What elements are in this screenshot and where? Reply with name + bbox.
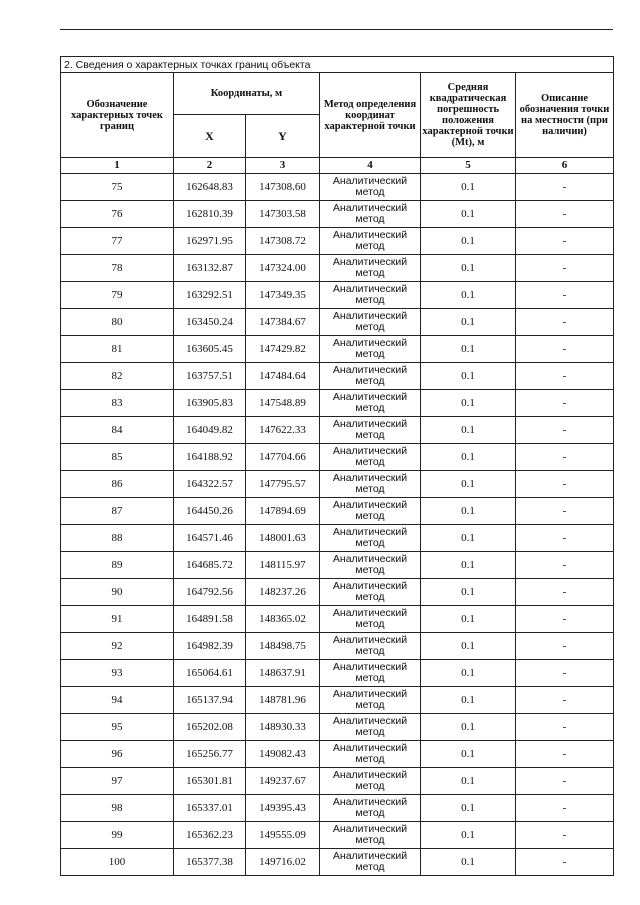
point-cell: 78 [61,255,174,282]
mean-error-cell: 0.1 [421,498,516,525]
top-rule [60,29,613,30]
column-number: 3 [246,158,320,174]
header-point-designation: Обозначение характерных точек границ [61,73,174,158]
method-cell: Аналитический метод [320,741,421,768]
point-cell: 99 [61,822,174,849]
boundary-points-table [60,56,614,876]
method-cell: Аналитический метод [320,498,421,525]
method-cell: Аналитический метод [320,552,421,579]
description-cell: - [516,579,614,606]
method-cell: Аналитический метод [320,687,421,714]
y-coordinate-cell: 147324.00 [246,255,320,282]
method-cell: Аналитический метод [320,768,421,795]
method-cell: Аналитический метод [320,633,421,660]
header-mean-error: Средняя квадратическая погрешность положения характерной точки (Mt), м [421,73,516,158]
y-coordinate-cell: 147349.35 [246,282,320,309]
x-coordinate-cell: 164982.39 [174,633,246,660]
table-row [61,822,614,849]
method-cell: Аналитический метод [320,714,421,741]
method-cell: Аналитический метод [320,309,421,336]
mean-error-cell: 0.1 [421,660,516,687]
x-coordinate-cell: 165064.61 [174,660,246,687]
mean-error-cell: 0.1 [421,849,516,876]
table-row [61,525,614,552]
mean-error-cell: 0.1 [421,579,516,606]
x-coordinate-cell: 164792.56 [174,579,246,606]
point-cell: 81 [61,336,174,363]
x-coordinate-cell: 164322.57 [174,471,246,498]
x-coordinate-cell: 164188.92 [174,444,246,471]
table-row [61,552,614,579]
mean-error-cell: 0.1 [421,282,516,309]
description-cell: - [516,822,614,849]
method-cell: Аналитический метод [320,444,421,471]
table-row [61,606,614,633]
y-coordinate-cell: 148930.33 [246,714,320,741]
y-coordinate-cell: 149395.43 [246,795,320,822]
method-cell: Аналитический метод [320,471,421,498]
method-cell: Аналитический метод [320,201,421,228]
mean-error-cell: 0.1 [421,201,516,228]
mean-error-cell: 0.1 [421,606,516,633]
description-cell: - [516,201,614,228]
x-coordinate-cell: 164450.26 [174,498,246,525]
description-cell: - [516,606,614,633]
header-x: X [174,115,246,158]
point-cell: 91 [61,606,174,633]
point-cell: 75 [61,174,174,201]
point-cell: 93 [61,660,174,687]
point-cell: 97 [61,768,174,795]
point-cell: 84 [61,417,174,444]
y-coordinate-cell: 147484.64 [246,363,320,390]
method-cell: Аналитический метод [320,822,421,849]
table-row [61,471,614,498]
method-cell: Аналитический метод [320,849,421,876]
x-coordinate-cell: 164891.58 [174,606,246,633]
table-row [61,741,614,768]
table-row [61,201,614,228]
table-body [61,174,614,876]
method-cell: Аналитический метод [320,660,421,687]
mean-error-cell: 0.1 [421,633,516,660]
x-coordinate-cell: 162971.95 [174,228,246,255]
y-coordinate-cell: 147308.72 [246,228,320,255]
y-coordinate-cell: 147548.89 [246,390,320,417]
description-cell: - [516,336,614,363]
y-coordinate-cell: 149555.09 [246,822,320,849]
x-coordinate-cell: 165202.08 [174,714,246,741]
x-coordinate-cell: 163605.45 [174,336,246,363]
y-coordinate-cell: 147622.33 [246,417,320,444]
point-cell: 96 [61,741,174,768]
mean-error-cell: 0.1 [421,795,516,822]
y-coordinate-cell: 148237.26 [246,579,320,606]
point-cell: 94 [61,687,174,714]
y-coordinate-cell: 147384.67 [246,309,320,336]
y-coordinate-cell: 147704.66 [246,444,320,471]
table-row [61,255,614,282]
description-cell: - [516,417,614,444]
mean-error-cell: 0.1 [421,768,516,795]
method-cell: Аналитический метод [320,336,421,363]
x-coordinate-cell: 165256.77 [174,741,246,768]
mean-error-cell: 0.1 [421,255,516,282]
column-number: 2 [174,158,246,174]
x-coordinate-cell: 164685.72 [174,552,246,579]
table-row [61,444,614,471]
point-cell: 85 [61,444,174,471]
mean-error-cell: 0.1 [421,471,516,498]
x-coordinate-cell: 165337.01 [174,795,246,822]
mean-error-cell: 0.1 [421,552,516,579]
y-coordinate-cell: 147894.69 [246,498,320,525]
column-number: 4 [320,158,421,174]
y-coordinate-cell: 148001.63 [246,525,320,552]
mean-error-cell: 0.1 [421,390,516,417]
method-cell: Аналитический метод [320,606,421,633]
mean-error-cell: 0.1 [421,822,516,849]
point-cell: 87 [61,498,174,525]
point-cell: 92 [61,633,174,660]
column-number: 6 [516,158,614,174]
description-cell: - [516,444,614,471]
point-cell: 98 [61,795,174,822]
point-cell: 76 [61,201,174,228]
table-row [61,714,614,741]
table-row [61,849,614,876]
y-coordinate-cell: 147795.57 [246,471,320,498]
method-cell: Аналитический метод [320,417,421,444]
description-cell: - [516,309,614,336]
y-coordinate-cell: 149237.67 [246,768,320,795]
mean-error-cell: 0.1 [421,174,516,201]
column-number: 5 [421,158,516,174]
point-cell: 86 [61,471,174,498]
x-coordinate-cell: 163132.87 [174,255,246,282]
description-cell: - [516,687,614,714]
y-coordinate-cell: 148781.96 [246,687,320,714]
description-cell: - [516,741,614,768]
section-title: 2. Сведения о характерных точках границ объекта [61,57,614,73]
y-coordinate-cell: 147308.60 [246,174,320,201]
description-cell: - [516,282,614,309]
point-cell: 88 [61,525,174,552]
description-cell: - [516,660,614,687]
y-coordinate-cell: 147303.58 [246,201,320,228]
point-cell: 80 [61,309,174,336]
mean-error-cell: 0.1 [421,363,516,390]
x-coordinate-cell: 163450.24 [174,309,246,336]
table-row [61,795,614,822]
mean-error-cell: 0.1 [421,336,516,363]
x-coordinate-cell: 165377.38 [174,849,246,876]
header-y: Y [246,115,320,158]
point-cell: 100 [61,849,174,876]
y-coordinate-cell: 147429.82 [246,336,320,363]
header-method: Метод определения координат характерной точки [320,73,421,158]
mean-error-cell: 0.1 [421,714,516,741]
description-cell: - [516,552,614,579]
method-cell: Аналитический метод [320,282,421,309]
column-number-row [61,158,614,174]
description-cell: - [516,525,614,552]
table-row [61,633,614,660]
mean-error-cell: 0.1 [421,309,516,336]
method-cell: Аналитический метод [320,390,421,417]
mean-error-cell: 0.1 [421,525,516,552]
description-cell: - [516,174,614,201]
y-coordinate-cell: 148637.91 [246,660,320,687]
table-row [61,687,614,714]
method-cell: Аналитический метод [320,795,421,822]
table-row [61,768,614,795]
table-row [61,282,614,309]
method-cell: Аналитический метод [320,228,421,255]
table-row [61,660,614,687]
point-cell: 90 [61,579,174,606]
method-cell: Аналитический метод [320,174,421,201]
description-cell: - [516,714,614,741]
x-coordinate-cell: 162810.39 [174,201,246,228]
point-cell: 89 [61,552,174,579]
x-coordinate-cell: 163292.51 [174,282,246,309]
header-description: Описание обозначения точки на местности (при наличии) [516,73,614,158]
y-coordinate-cell: 149716.02 [246,849,320,876]
method-cell: Аналитический метод [320,525,421,552]
x-coordinate-cell: 163905.83 [174,390,246,417]
description-cell: - [516,255,614,282]
table-row [61,363,614,390]
mean-error-cell: 0.1 [421,417,516,444]
mean-error-cell: 0.1 [421,444,516,471]
y-coordinate-cell: 149082.43 [246,741,320,768]
table-row [61,498,614,525]
x-coordinate-cell: 164571.46 [174,525,246,552]
mean-error-cell: 0.1 [421,741,516,768]
description-cell: - [516,498,614,525]
mean-error-cell: 0.1 [421,228,516,255]
point-cell: 79 [61,282,174,309]
method-cell: Аналитический метод [320,255,421,282]
method-cell: Аналитический метод [320,579,421,606]
point-cell: 83 [61,390,174,417]
x-coordinate-cell: 165362.23 [174,822,246,849]
mean-error-cell: 0.1 [421,687,516,714]
description-cell: - [516,768,614,795]
description-cell: - [516,471,614,498]
table-row [61,579,614,606]
y-coordinate-cell: 148365.02 [246,606,320,633]
table-row [61,228,614,255]
method-cell: Аналитический метод [320,363,421,390]
header-coordinates: Координаты, м [174,73,320,115]
table-row [61,174,614,201]
y-coordinate-cell: 148115.97 [246,552,320,579]
description-cell: - [516,849,614,876]
description-cell: - [516,633,614,660]
description-cell: - [516,390,614,417]
table-row [61,417,614,444]
x-coordinate-cell: 165301.81 [174,768,246,795]
point-cell: 95 [61,714,174,741]
point-cell: 82 [61,363,174,390]
y-coordinate-cell: 148498.75 [246,633,320,660]
x-coordinate-cell: 162648.83 [174,174,246,201]
x-coordinate-cell: 165137.94 [174,687,246,714]
x-coordinate-cell: 164049.82 [174,417,246,444]
column-number: 1 [61,158,174,174]
table-row [61,390,614,417]
description-cell: - [516,363,614,390]
x-coordinate-cell: 163757.51 [174,363,246,390]
description-cell: - [516,228,614,255]
table-row [61,309,614,336]
description-cell: - [516,795,614,822]
point-cell: 77 [61,228,174,255]
table-row [61,336,614,363]
